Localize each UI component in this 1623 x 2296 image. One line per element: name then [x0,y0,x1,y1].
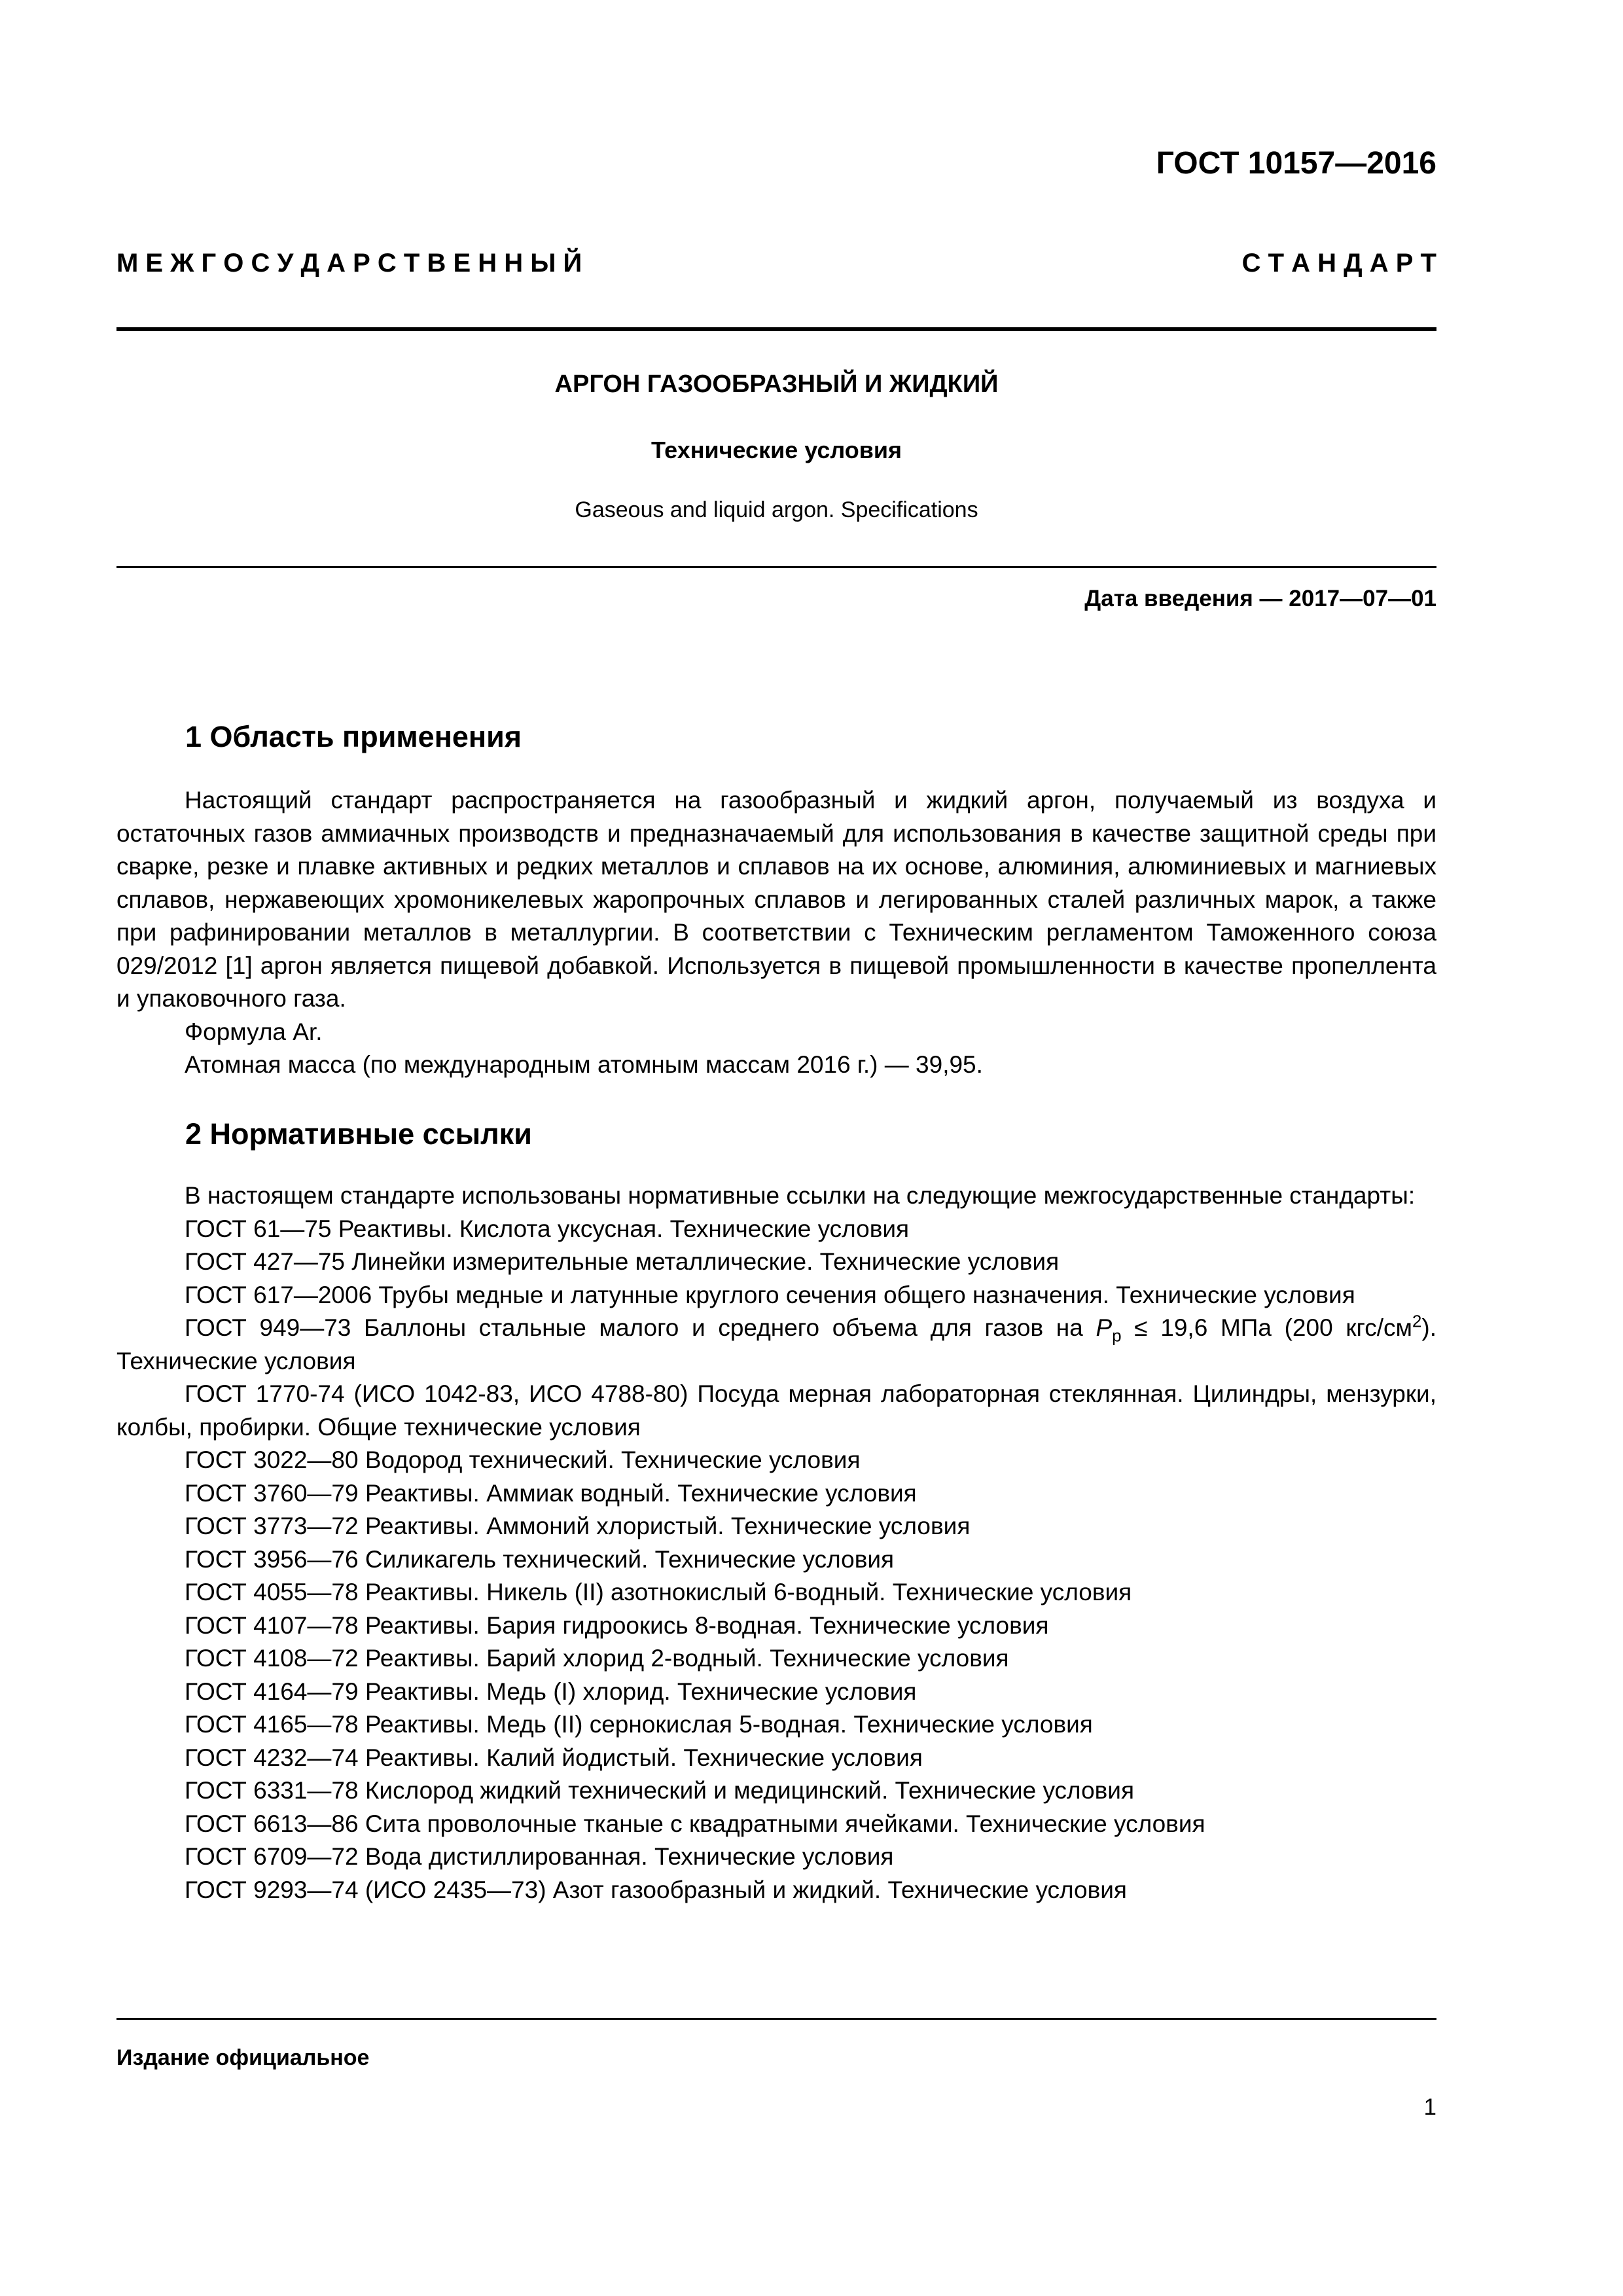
reference-item: ГОСТ 3956—76 Силикагель технический. Технические условия [185,1545,895,1573]
header-divider [116,327,1436,331]
reference-item: ГОСТ 4055—78 Реактивы. Никель (II) азотнокислый 6-водный. Технические условия [185,1579,1132,1605]
title-divider [116,566,1436,568]
section-2-body [116,1179,1436,1907]
standard-type-word-2: С Т А Н Д А Р Т [1241,249,1436,278]
reference-list [116,1444,1436,1907]
ref-949-pressure-symbol: P [1096,1314,1113,1341]
ref-949-text-c: ). Технические условия [116,1314,1436,1374]
reference-item: ГОСТ 1770-74 (ИСО 1042-83, ИСО 4788-80) Посуда мерная лабораторная стеклянная. Цилиндры, мензурки, колбы, пробирки. Общие технические условия [116,1380,1436,1441]
introduction-date: Дата введения — 2017—07—01 [1084,586,1436,611]
reference-item: ГОСТ 427—75 Линейки измерительные металлические. Технические условия [185,1248,1060,1275]
reference-item: ГОСТ 4164—79 Реактивы. Медь (I) хлорид. Технические условия [185,1677,917,1705]
section-1-heading: 1 Область применения [185,720,522,753]
reference-item: ГОСТ 3022—80 Водород технический. Технические условия [185,1446,861,1473]
section-2-heading: 2 Нормативные ссылки [185,1117,532,1151]
formula-line: Формула Ar. [185,1018,323,1045]
reference-item: ГОСТ 3773—72 Реактивы. Аммоний хлористый. Технические условия [185,1513,971,1539]
reference-item: ГОСТ 4165—78 Реактивы. Медь (II) сернокислая 5-водная. Технические условия [185,1711,1093,1738]
section-1-paragraph: Настоящий стандарт распространяется на газообразный и жидкий аргон, получаемый из воздуха и остаточных газов аммиачных производств и предназначаемый для использования в качестве защитной среды при сварке, резке и плавке активных и редких металлов и сплавов на их основе, алюминия, алюминиевых и магниевых сплавов, нержавеющих хромоникелевых жаропрочных сплавов и легированных сталей различных марок, а также при рафинировании металлов в металлургии. В соответствии с Техническим регламентом Таможенного союза 029/2012 [1] аргон является пищевой добавкой. Используется в пищевой промышленности в качестве пропеллента и упаковочного газа. [116,787,1436,1012]
footer-divider [116,2018,1436,2020]
reference-item: ГОСТ 4107—78 Реактивы. Бария гидроокись 8-водная. Технические условия [185,1611,1049,1639]
reference-item: ГОСТ 4108—72 Реактивы. Барий хлорид 2-водный. Технические условия [185,1645,1009,1672]
reference-item: ГОСТ 617—2006 Трубы медные и латунные круглого сечения общего назначения. Технические условия [185,1281,1355,1308]
ref-949-superscript: 2 [1412,1311,1422,1331]
ref-949-text-a: ГОСТ 949—73 Баллоны стальные малого и среднего объема для газов на [185,1314,1096,1341]
ref-949-text-b: ≤ 19,6 МПа (200 кгс/см [1121,1314,1412,1341]
official-edition-label: Издание официальное [116,2045,370,2070]
reference-item: ГОСТ 9293—74 (ИСО 2435—73) Азот газообразный и жидкий. Технические условия [185,1876,1127,1903]
section-1-body [116,784,1436,1082]
reference-item: ГОСТ 61—75 Реактивы. Кислота уксусная. Технические условия [185,1215,910,1242]
ref-949-pressure-subscript: р [1112,1325,1122,1346]
atomic-mass-line: Атомная масса (по международным атомным массам 2016 г.) — 39,95. [185,1051,983,1078]
reference-item: ГОСТ 6331—78 Кислород жидкий технический и медицинский. Технические условия [185,1777,1135,1804]
standard-type [116,249,1436,278]
standard-id: ГОСТ 10157—2016 [1156,146,1436,181]
reference-item: ГОСТ 3760—79 Реактивы. Аммиак водный. Технические условия [185,1479,917,1507]
section-2-intro: В настоящем стандарте использованы нормативные ссылки на следующие межгосударственные стандарты: [185,1182,1416,1209]
reference-item-949 [116,1312,1436,1378]
page-number: 1 [1423,2094,1436,2120]
document-english-title: Gaseous and liquid argon. Specifications [575,497,978,522]
document-title: АРГОН ГАЗООБРАЗНЫЙ И ЖИДКИЙ [554,370,999,398]
reference-item: ГОСТ 4232—74 Реактивы. Калий йодистый. Технические условия [185,1744,923,1771]
standard-type-word-1: М Е Ж Г О С У Д А Р С Т В Е Н Н Ы Й [116,249,582,278]
reference-item: ГОСТ 6613—86 Сита проволочные тканые с квадратными ячейками. Технические условия [185,1810,1205,1837]
document-subtitle: Технические условия [651,437,902,463]
reference-item: ГОСТ 6709—72 Вода дистиллированная. Технические условия [185,1843,894,1870]
